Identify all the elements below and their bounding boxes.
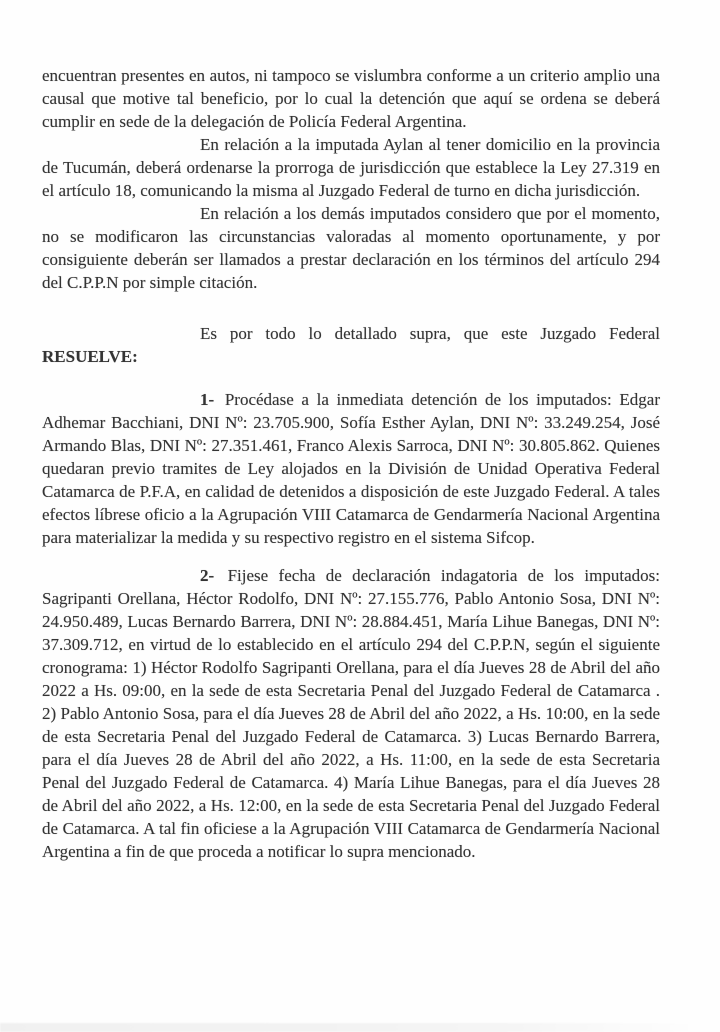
page-bottom-shadow <box>0 1023 720 1032</box>
paragraph-continuation: encuentran presentes en autos, ni tampoco se vislumbra conforme a un criterio amplio una causal que motive tal beneficio, por lo cual la detención que aquí se ordena se deberá cumplir en sede de la delegación de Policía Federal Argentina. <box>42 66 660 131</box>
closing-line: Es por todo lo detallado supra, que este Juzgado Federal <box>200 324 660 343</box>
paragraph-closing <box>42 322 660 368</box>
item-1-text: Procédase a la inmediata detención de los imputados: Edgar Adhemar Bacchiani, DNI Nº: 23.705.900, Sofía Esther Aylan, DNI Nº: 33.249.254, José Armando Blas, DNI Nº: 27.351.461, Franco Alexis Sarroca, DNI Nº: 30.805.862. Quienes quedaran previo tramites de Ley alojados en la División de Unidad Operativa Federal Catamarca de P.F.A, en calidad de detenidos a disposición de este Juzgado Federal. A tales efectos líbrese oficio a la Agrupación VIII Catamarca de Gendarmería Nacional Argentina para materializar la medida y su respectivo registro en el sistema Sifcop. <box>42 390 660 547</box>
item-2-number: 2- <box>200 566 215 585</box>
document-body <box>42 64 660 863</box>
item-1-number: 1- <box>200 390 215 409</box>
resolution-item-1 <box>42 388 660 549</box>
paragraph-aylan-jurisdiction: En relación a la imputada Aylan al tener domicilio en la provincia de Tucumán, deberá ordenarse la prorroga de jurisdicción que establece la Ley 27.319 en el artículo 18, comunicando la misma al Juzgado Federal de turno en dicha jurisdicción. <box>42 135 660 200</box>
resolves-heading: RESUELVE: <box>42 347 138 366</box>
paragraph-other-accused: En relación a los demás imputados considero que por el momento, no se modificaron las circunstancias valoradas al momento oportunamente, y por consiguiente deberán ser llamados a prestar declaración en los términos del artículo 294 del C.P.P.N por simple citación. <box>42 204 660 292</box>
resolution-item-2 <box>42 564 660 863</box>
item-2-text: Fijese fecha de declaración indagatoria de los imputados: Sagripanti Orellana, Héctor Rodolfo, DNI Nº: 27.155.776, Pablo Antonio Sosa, DNI Nº: 24.950.489, Lucas Bernardo Barrera, DNI Nº: 28.884.451, María Lihue Banegas, DNI Nº: 37.309.712, en virtud de lo establecido en el artículo 294 del C.P.P.N, según el siguiente cronograma: 1) Héctor Rodolfo Sagripanti Orellana, para el día Jueves 28 de Abril del año 2022 a Hs. 09:00, en la sede de esta Secretaria Penal del Juzgado Federal de Catamarca . 2) Pablo Antonio Sosa, para el día Jueves 28 de Abril del año 2022, a Hs. 10:00, en la sede de esta Secretaria Penal del Juzgado Federal de Catamarca. 3) Lucas Bernardo Barrera, para el día Jueves 28 de Abril del año 2022, a Hs. 11:00, en la sede de esta Secretaria Penal del Juzgado Federal de Catamarca. 4) María Lihue Banegas, para el día Jueves 28 de Abril del año 2022, a Hs. 12:00, en la sede de esta Secretaria Penal del Juzgado Federal de Catamarca. A tal fin oficiese a la Agrupación VIII Catamarca de Gendarmería Nacional Argentina a fin de que proceda a notificar lo supra mencionado. <box>42 566 660 861</box>
